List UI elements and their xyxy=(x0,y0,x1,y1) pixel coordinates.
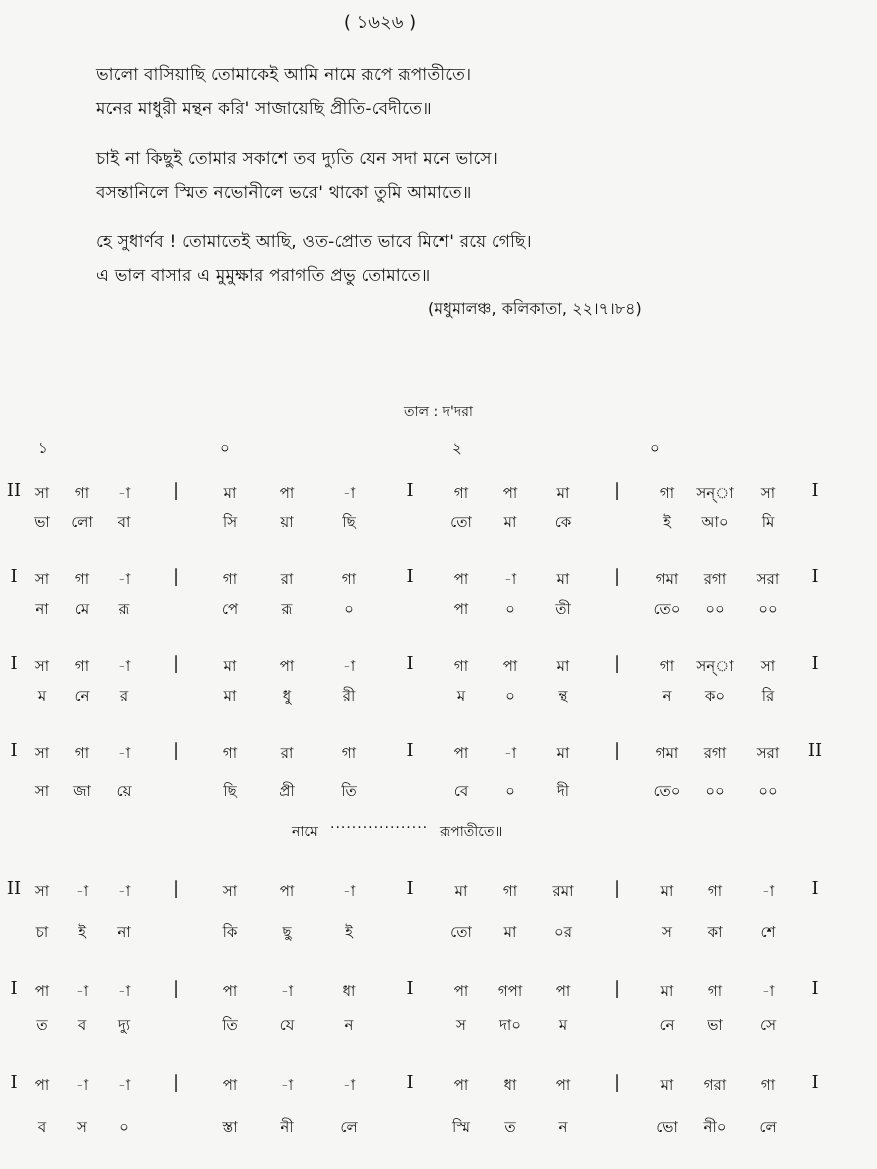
lyric-syllable: প্রী xyxy=(279,782,295,800)
bar-line: I xyxy=(811,566,819,587)
lyric-line-2: মনের মাধুরী মন্থন করি' সাজায়েছি প্রীতি-বেদীতে॥ xyxy=(96,99,432,119)
swara-note: পা xyxy=(34,1076,50,1094)
swara-note: পা xyxy=(502,657,518,675)
swara-row xyxy=(0,1074,877,1102)
lyric-syllable: মা xyxy=(223,687,237,705)
swara-note: -া xyxy=(280,982,294,1000)
lyric-syllable: না xyxy=(35,600,49,618)
swara-note: রমা xyxy=(552,882,574,900)
lyric-line-5: হে সুধার্ণব ! তোমাতেই আছি, ওত-প্রোত ভাবে মিশে' রয়ে গেছি। xyxy=(96,232,532,252)
swara-note: সা xyxy=(222,882,238,900)
swara-note: মা xyxy=(223,484,237,502)
source-citation: (মধুমালঞ্চ, কলিকাতা, ২২।৭।৮৪) xyxy=(428,299,642,318)
swara-note: -া xyxy=(761,882,775,900)
beat-mark-4: ০ xyxy=(650,439,660,457)
lyric-syllable: রূ xyxy=(118,600,130,618)
lyric-syllable: তে০ xyxy=(653,600,681,618)
bar-line: I xyxy=(811,978,819,999)
lyric-syllable: স xyxy=(456,1016,466,1034)
bar-line: | xyxy=(172,1072,180,1093)
swara-note: পা xyxy=(279,882,295,900)
lyric-syllable: মা xyxy=(503,513,517,531)
lyric-syllable: ম xyxy=(558,1016,568,1034)
lyric-syllable: ০ xyxy=(344,600,354,618)
swara-row xyxy=(0,568,877,596)
lyric-syllable: ত xyxy=(504,1118,516,1136)
bar-line: | xyxy=(613,566,621,587)
swara-note: মা xyxy=(556,744,570,762)
lyric-syllable: ম xyxy=(456,687,466,705)
bar-line: I xyxy=(406,878,414,899)
swara-note: পা xyxy=(222,982,238,1000)
bar-line: | xyxy=(172,740,180,761)
swara-note: গা xyxy=(707,882,723,900)
swara-note: রা xyxy=(280,570,294,588)
swara-note: সরা xyxy=(756,744,780,762)
lyric-syllable: ছি xyxy=(342,513,356,531)
lyric-syllable: ন xyxy=(344,1016,354,1034)
swara-note: গা xyxy=(222,570,238,588)
lyric-syllable: সি xyxy=(222,513,238,531)
swara-note: গরা xyxy=(703,1076,727,1094)
lyric-syllable: ক০ xyxy=(704,687,726,705)
bar-line: I xyxy=(406,978,414,999)
lyric-syllable: দী xyxy=(556,782,570,800)
swara-note: রগা xyxy=(703,570,727,588)
lyric-syllable: মা xyxy=(503,923,517,941)
swara-note: -া xyxy=(280,1076,294,1094)
swara-note: গা xyxy=(502,882,518,900)
swara-note: সা xyxy=(34,657,50,675)
bar-line: I xyxy=(406,740,414,761)
lyric-syllable: মি xyxy=(761,513,775,531)
lyric-syllable: সা xyxy=(34,782,50,800)
swara-note: রা xyxy=(280,744,294,762)
lyric-line-3: চাই না কিছুই তোমার সকাশে তব দ্যুতি যেন সদা মনে ভাসে। xyxy=(96,149,498,169)
swara-note: গা xyxy=(222,744,238,762)
swara-note: পা xyxy=(453,982,469,1000)
bar-line: II xyxy=(807,740,823,761)
bar-line: | xyxy=(613,653,621,674)
swara-note: গা xyxy=(453,657,469,675)
bar-line: | xyxy=(613,740,621,761)
swara-note: -া xyxy=(117,982,131,1000)
lyric-syllable: ০০ xyxy=(705,600,725,618)
lyric-syllable: নী xyxy=(280,1118,294,1136)
lyric-syllable: দ্যু xyxy=(117,1016,131,1034)
lyric-syllable: স্মি xyxy=(452,1118,470,1136)
lyric-syllable: দা০ xyxy=(499,1016,521,1034)
lyric-syllable: সে xyxy=(760,1016,776,1034)
swara-note: গা xyxy=(74,570,90,588)
bar-line: | xyxy=(613,978,621,999)
lyric-syllable: নে xyxy=(659,1016,675,1034)
swara-note: গা xyxy=(760,1076,776,1094)
lyric-syllable: ম xyxy=(37,687,47,705)
lyric-syllable: নে xyxy=(74,687,90,705)
bar-line: I xyxy=(406,1072,414,1093)
swara-note: -া xyxy=(117,1076,131,1094)
swara-note: পা xyxy=(453,1076,469,1094)
swara-note: পা xyxy=(453,570,469,588)
lyric-syllable: বা xyxy=(117,513,131,531)
bar-line: II xyxy=(6,480,22,501)
bar-line: I xyxy=(811,653,819,674)
lyric-syllable: পা xyxy=(453,600,469,618)
swara-note: সা xyxy=(760,657,776,675)
lyric-syllable: ব xyxy=(37,1118,47,1136)
lyric-syllable: তে০ xyxy=(653,782,681,800)
swara-note: গপা xyxy=(497,982,523,1000)
swara-note: গা xyxy=(74,744,90,762)
swara-note: মা xyxy=(223,657,237,675)
lyric-syllable: ই xyxy=(663,513,671,531)
lyric-line-1: ভালো বাসিয়াছি তোমাকেই আমি নামে রূপে রূপাতীতে। xyxy=(96,65,472,85)
lyric-syllable: রী xyxy=(342,687,356,705)
repeat-line-dots: ·················· xyxy=(330,820,429,836)
swara-note: মা xyxy=(660,882,674,900)
lyric-syllable: ছি xyxy=(223,782,237,800)
lyric-syllable: কি xyxy=(222,923,238,941)
swara-note: সা xyxy=(34,744,50,762)
swara-note: -া xyxy=(503,744,517,762)
swara-note: গা xyxy=(707,982,723,1000)
swara-note: -া xyxy=(342,484,356,502)
lyric-line-4: বসন্তানিলে স্মিত নভোনীলে ভরে' থাকো তুমি আমাতে॥ xyxy=(96,183,472,203)
swara-note: সরা xyxy=(756,570,780,588)
swara-row xyxy=(0,655,877,683)
lyric-syllable: নী০ xyxy=(703,1118,727,1136)
swara-note: মা xyxy=(556,657,570,675)
lyric-syllable: ব xyxy=(77,1016,87,1034)
beat-mark-2: ০ xyxy=(220,439,230,457)
lyric-syllable: ০ xyxy=(505,782,515,800)
swara-note: পা xyxy=(279,484,295,502)
lyric-syllable-row xyxy=(0,511,877,539)
swara-note: গমা xyxy=(655,570,679,588)
lyric-syllable: শে xyxy=(760,923,776,941)
lyric-syllable: তী xyxy=(555,600,571,618)
bar-line: | xyxy=(613,480,621,501)
tal-label: তাল : দ'দরা xyxy=(404,404,473,420)
swara-note: মা xyxy=(454,882,468,900)
lyric-syllable: ই xyxy=(78,923,86,941)
bar-line: I xyxy=(406,653,414,674)
beat-mark-3: ২ xyxy=(452,439,462,457)
lyric-syllable: লে xyxy=(759,1118,777,1136)
bar-line: I xyxy=(406,566,414,587)
swara-note: রগা xyxy=(703,744,727,762)
bar-line: I xyxy=(406,480,414,501)
lyric-syllable: ০ xyxy=(505,687,515,705)
swara-note: গা xyxy=(659,657,675,675)
bar-line: I xyxy=(811,1072,819,1093)
swara-note: গমা xyxy=(655,744,679,762)
swara-note: -া xyxy=(761,982,775,1000)
lyric-syllable: য়া xyxy=(280,513,294,531)
lyric-syllable-row xyxy=(0,1014,877,1042)
swara-note: -া xyxy=(503,570,517,588)
bar-line: I xyxy=(811,878,819,899)
lyric-syllable: ই xyxy=(345,923,353,941)
swara-note: -া xyxy=(342,1076,356,1094)
page-number: ( ১৬২৬ ) xyxy=(343,12,417,33)
lyric-syllable: ০০ xyxy=(758,600,778,618)
lyric-syllable: ভা xyxy=(34,513,50,531)
swara-note: -া xyxy=(75,982,89,1000)
swara-note: পা xyxy=(555,1076,571,1094)
repeat-line-end: রূপাতীতে॥ xyxy=(440,824,503,840)
lyric-syllable: স্তা xyxy=(222,1118,238,1136)
swara-note: -া xyxy=(117,484,131,502)
bar-line: II xyxy=(6,878,22,899)
lyric-syllable: ০ xyxy=(119,1118,129,1136)
swara-row xyxy=(0,482,877,510)
lyric-syllable: চা xyxy=(35,923,49,941)
swara-note: -া xyxy=(342,657,356,675)
lyric-syllable: তো xyxy=(450,923,472,941)
lyric-syllable: স xyxy=(662,923,672,941)
lyric-syllable-row xyxy=(0,780,877,808)
lyric-syllable: ০র xyxy=(553,923,573,941)
swara-note: গা xyxy=(74,484,90,502)
bar-line: | xyxy=(613,1072,621,1093)
bar-line: | xyxy=(172,878,180,899)
lyric-syllable: ত xyxy=(36,1016,48,1034)
swara-note: সা xyxy=(34,882,50,900)
lyric-syllable-row xyxy=(0,921,877,949)
lyric-syllable-row xyxy=(0,1116,877,1144)
lyric-syllable: তো xyxy=(450,513,472,531)
lyric-syllable: কে xyxy=(554,513,572,531)
lyric-syllable: মে xyxy=(74,600,90,618)
lyric-syllable: ধু xyxy=(282,687,292,705)
lyric-syllable: ন্থ xyxy=(558,687,568,705)
swara-note: সন্‌া xyxy=(696,657,734,675)
bar-line: | xyxy=(172,480,180,501)
swara-note: পা xyxy=(502,484,518,502)
bar-line: I xyxy=(10,566,18,587)
lyric-syllable: ০০ xyxy=(758,782,778,800)
bar-line: | xyxy=(172,653,180,674)
lyric-syllable-row xyxy=(0,685,877,713)
swara-note: সা xyxy=(34,570,50,588)
lyric-syllable: তি xyxy=(341,782,357,800)
swara-row xyxy=(0,980,877,1008)
lyric-syllable: লো xyxy=(71,513,93,531)
lyric-syllable: আ০ xyxy=(701,513,729,531)
bar-line: | xyxy=(172,566,180,587)
lyric-syllable-row xyxy=(0,598,877,626)
beat-mark-1: ১ xyxy=(38,439,48,457)
lyric-syllable: স xyxy=(77,1118,87,1136)
lyric-syllable: বে xyxy=(453,782,469,800)
swara-note: -া xyxy=(342,882,356,900)
swara-note: পা xyxy=(34,982,50,1000)
swara-note: মা xyxy=(660,982,674,1000)
repeat-line-start: নামে xyxy=(292,824,318,840)
lyric-syllable: ন xyxy=(662,687,672,705)
swara-note: গা xyxy=(659,484,675,502)
swara-note: পা xyxy=(555,982,571,1000)
swara-note: গা xyxy=(74,657,90,675)
swara-note: মা xyxy=(556,570,570,588)
lyric-syllable: ভো xyxy=(656,1118,678,1136)
bar-line: | xyxy=(172,978,180,999)
lyric-syllable: রি xyxy=(761,687,775,705)
lyric-syllable: রূ xyxy=(281,600,293,618)
swara-row xyxy=(0,880,877,908)
swara-note: -া xyxy=(117,744,131,762)
lyric-syllable: না xyxy=(117,923,131,941)
lyric-syllable: জা xyxy=(73,782,91,800)
swara-note: -া xyxy=(75,1076,89,1094)
bar-line: I xyxy=(811,480,819,501)
swara-note: -া xyxy=(117,882,131,900)
lyric-syllable: লে xyxy=(340,1118,358,1136)
lyric-syllable: ০ xyxy=(505,600,515,618)
swara-note: পা xyxy=(222,1076,238,1094)
bar-line: I xyxy=(10,978,18,999)
swara-note: গা xyxy=(453,484,469,502)
lyric-syllable: ন xyxy=(558,1118,568,1136)
swara-note: ধা xyxy=(342,982,356,1000)
swara-note: সন্‌া xyxy=(696,484,734,502)
lyric-syllable: ভা xyxy=(707,1016,723,1034)
swara-note: সা xyxy=(760,484,776,502)
lyric-syllable: র xyxy=(119,687,129,705)
lyric-syllable: ছু xyxy=(282,923,292,941)
lyric-syllable: ০০ xyxy=(705,782,725,800)
swara-note: সা xyxy=(34,484,50,502)
lyric-syllable: যে xyxy=(279,1016,295,1034)
swara-note: গা xyxy=(341,744,357,762)
swara-note: -া xyxy=(117,657,131,675)
bar-line: | xyxy=(613,878,621,899)
lyric-line-6: এ ভাল বাসার এ মুমুক্ষার পরাগতি প্রভু তোমাতে॥ xyxy=(96,266,431,286)
swara-note: পা xyxy=(453,744,469,762)
swara-row xyxy=(0,742,877,770)
lyric-syllable: পে xyxy=(221,600,239,618)
lyric-syllable: তি xyxy=(222,1016,238,1034)
swara-note: ধা xyxy=(503,1076,517,1094)
swara-note: মা xyxy=(660,1076,674,1094)
lyric-syllable: কা xyxy=(707,923,723,941)
bar-line: I xyxy=(10,1072,18,1093)
swara-note: মা xyxy=(556,484,570,502)
swara-note: -া xyxy=(117,570,131,588)
bar-line: I xyxy=(10,653,18,674)
swara-note: গা xyxy=(341,570,357,588)
swara-note: -া xyxy=(75,882,89,900)
lyric-syllable: য়ে xyxy=(116,782,132,800)
swara-note: পা xyxy=(279,657,295,675)
bar-line: I xyxy=(10,740,18,761)
